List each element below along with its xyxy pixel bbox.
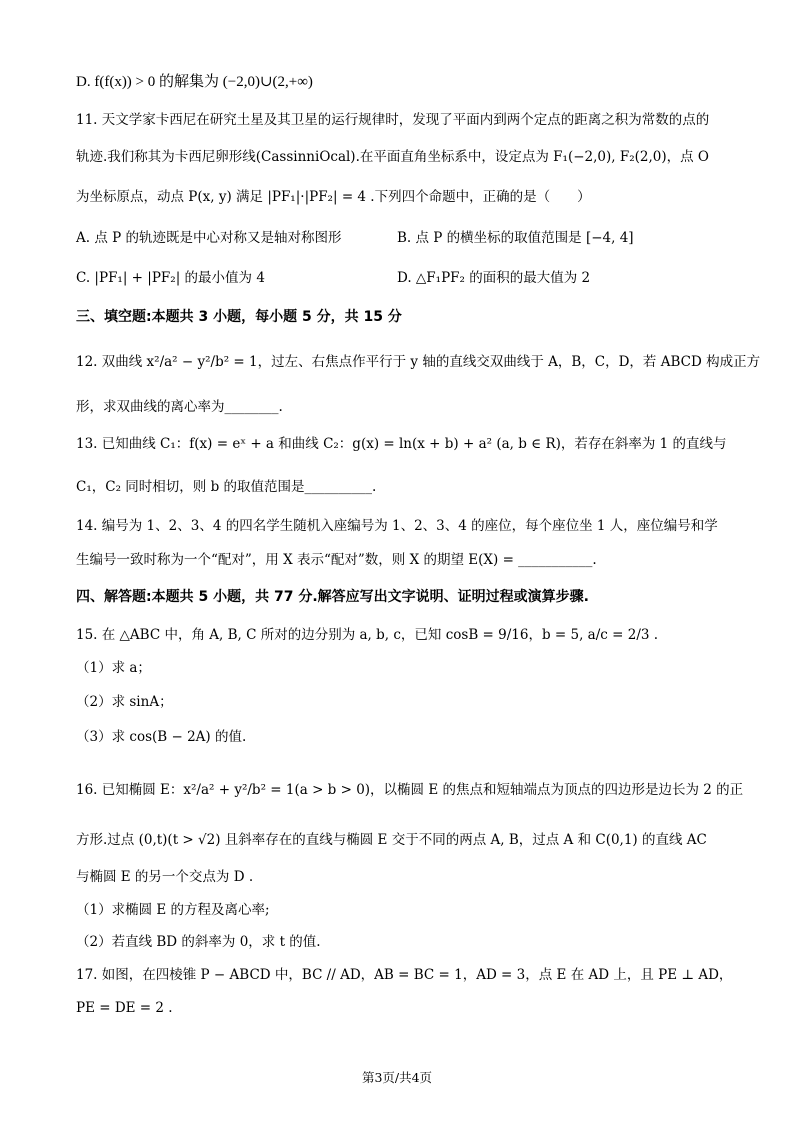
q14-stem-line2: 生编号一致时称为一个“配对”，用 X 表示“配对”数，则 X 的期望 E(X) = ___________. <box>76 552 597 568</box>
q16-part-2: （2）若直线 BD 的斜率为 0，求 t 的值. <box>76 934 321 950</box>
q10-option-d: D. f(f(x)) > 0 的解集为 (−2,0)∪(2,+∞) <box>76 74 313 90</box>
q15-part-3: （3）求 cos(B − 2A) 的值. <box>76 729 247 745</box>
q11-stem-line2: 轨迹.我们称其为卡西尼卵形线(CassinniOcal).在平面直角坐标系中，设定点为 F₁(−2,0), F₂(2,0)，点 O <box>76 149 709 165</box>
q16-part-1: （1）求椭圆 E 的方程及离心率; <box>76 902 270 918</box>
section-4-heading: 四、解答题:本题共 5 小题，共 77 分.解答应写出文字说明、证明过程或演算步骤. <box>76 589 589 605</box>
section-3-heading: 三、填空题:本题共 3 小题，每小题 5 分，共 15 分 <box>76 309 402 325</box>
q13-stem-line2: C₁，C₂ 同时相切，则 b 的取值范围是__________. <box>76 479 377 495</box>
q16-stem-line3: 与椭圆 E 的另一个交点为 D . <box>76 869 254 885</box>
q15-stem: 15. 在 △ABC 中，角 A, B, C 所对的边分别为 a, b, c，已知 cosB = 9/16，b = 5, a/c = 2/3 . <box>76 627 659 643</box>
q15-part-1: （1）求 a； <box>76 660 151 676</box>
q13-stem-line1: 13. 已知曲线 C₁：f(x) = eˣ + a 和曲线 C₂：g(x) = ln(x + b) + a² (a, b ∈ R)，若存在斜率为 1 的直线与 <box>76 436 727 452</box>
q11-option-d: D. △F₁PF₂ 的面积的最大值为 2 <box>397 270 591 286</box>
q11-stem-line3: 为坐标原点，动点 P(x, y) 满足 |PF₁|·|PF₂| = 4 .下列四个命题中，正确的是（ ） <box>76 189 591 205</box>
q11-option-c: C. |PF₁| + |PF₂| 的最小值为 4 <box>76 270 265 286</box>
q16-stem-line2: 方形.过点 (0,t)(t > √2) 且斜率存在的直线与椭圆 E 交于不同的两点 A, B，过点 A 和 C(0,1) 的直线 AC <box>76 832 707 848</box>
q15-part-2: （2）求 sinA； <box>76 694 173 710</box>
q14-stem-line1: 14. 编号为 1、2、3、4 的四名学生随机入座编号为 1、2、3、4 的座位，每个座位坐 1 人，座位编号和学 <box>76 518 718 534</box>
q17-stem-line2: PE = DE = 2 . <box>76 1000 173 1016</box>
page-footer: 第3页/共4页 <box>361 1070 433 1085</box>
q16-stem-line1: 16. 已知椭圆 E：x²/a² + y²/b² = 1(a > b > 0)，以椭圆 E 的焦点和短轴端点为顶点的四边形是边长为 2 的正 <box>76 782 744 798</box>
q11-option-b: B. 点 P 的横坐标的取值范围是 [−4, 4] <box>397 230 634 246</box>
q17-stem-line1: 17. 如图，在四棱锥 P − ABCD 中，BC // AD，AB = BC = 1，AD = 3，点 E 在 AD 上，且 PE ⊥ AD， <box>76 967 733 983</box>
q12-stem-line2: 形，求双曲线的离心率为________. <box>76 399 283 415</box>
q11-option-a: A. 点 P 的轨迹既是中心对称又是轴对称图形 <box>76 230 342 246</box>
q12-stem-line1: 12. 双曲线 x²/a² − y²/b² = 1，过左、右焦点作平行于 y 轴的直线交双曲线于 A，B，C，D，若 ABCD 构成正方 <box>76 354 761 370</box>
q11-stem-line1: 11. 天文学家卡西尼在研究土星及其卫星的运行规律时，发现了平面内到两个定点的距离之积为常数的点的 <box>76 112 710 128</box>
